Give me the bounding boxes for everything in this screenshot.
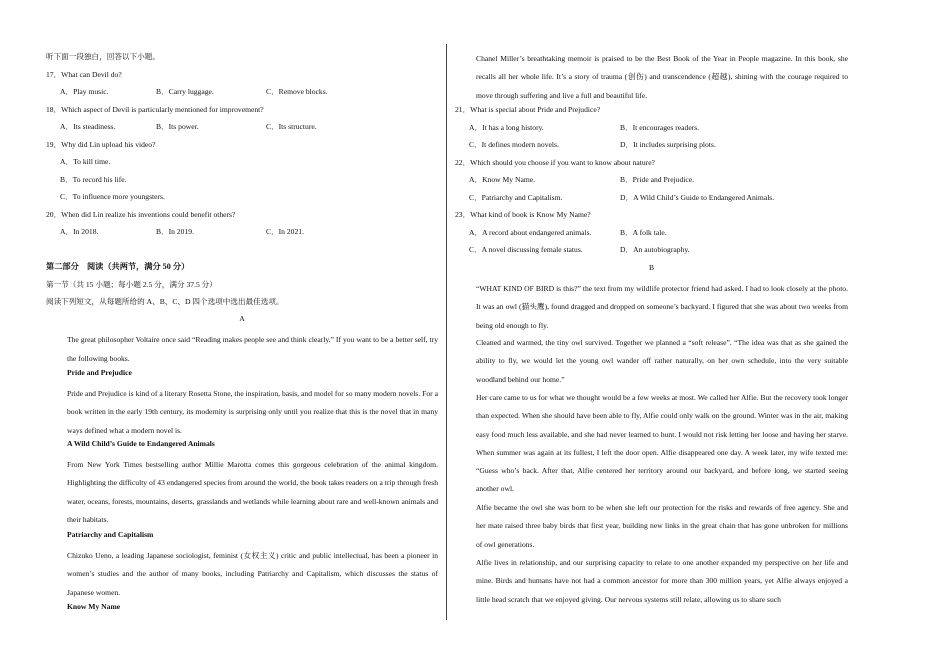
q23-option-b: B．A folk tale.: [620, 228, 667, 237]
question-20: 20．When did Lin realize his inventions could benefit others?: [46, 210, 236, 219]
q18-option-a: A．Its steadiness.: [60, 122, 116, 131]
passage-b-label: B: [648, 263, 655, 272]
q23-option-c: C．A novel discussing female status.: [469, 245, 583, 254]
q19-option-c: C．To influence more youngsters.: [60, 192, 165, 201]
question-22: 22．Which should you choose if you want to know about nature?: [455, 158, 655, 167]
book-heading-know-my-name: Know My Name: [67, 602, 121, 611]
q18-option-b: B．Its power.: [156, 122, 199, 131]
question-19: 19．Why did Lin upload his video?: [46, 140, 156, 149]
q20-option-c: C．In 2021.: [266, 227, 304, 236]
q19-option-b: B．To record his life.: [60, 175, 127, 184]
passage-b-para-5: Alfie lives in relationship, and our surprising capacity to relate to one another expanded my perspective on her life and mine. Birds and humans have not had a common ancestor for more than 300 million years, yet Alfie always enjoyed a little head scratch that we enjoyed giving. Our nervous systems still relate, allowing us to share such: [476, 558, 848, 604]
listening-intro: 听下面一段独白，回答以下小题。: [46, 52, 160, 61]
q20-option-a: A．In 2018.: [60, 227, 99, 236]
passage-b-para-3: Her care came to us for what we thought would be a few weeks at most. We called her Alfie. But the recovery took longer than expected. When she should have been able to fly, Alfie could only walk on the ground. Winter was in the air, making easy food much less available, and she had never learned to hunt. I would not risk letting her loose and having her starve. When summer was again at its fullest, I left the door open. Alfie disappeared one day. A week later, my wife texted me: “Guess who’s back. After that, Alfie centered her territory around our backyard, and before long, we started seeing another owl.: [476, 393, 848, 494]
passage-b-para-1: “WHAT KIND OF BIRD is this?” the text from my wildlife protector friend had asked. I had to look closely at the photo. It was an owl (猫头鹰), found dragged and dropped on someone’s backyard. I figured that she was about two weeks from being old enough to fly.: [476, 284, 848, 330]
passage-b-para-2: Cleaned and warmed, the tiny owl survived. Together we planned a “soft release”. “The idea was that as she gained the ability to fly, we would let the young owl wander off rather naturally, on her own schedule, into the very suitable woodland behind our home.”: [476, 338, 848, 384]
q21-option-a: A．It has a long history.: [469, 123, 544, 132]
book-desc-know-my-name: Chanel Miller’s breathtaking memoir is praised to be the Best Book of the Year in People magazine. In this book, she recalls all her whole life. It’s a story of trauma (创伤) and transcendence (超越), shining with the courage required to move through suffering and live a full and beautiful life.: [476, 54, 848, 100]
q21-option-b: B．It encourages readers.: [620, 123, 700, 132]
question-21: 21．What is special about Pride and Prejudice?: [455, 105, 601, 114]
part-two-title: 第二部分 阅读（共两节，满分 50 分）: [46, 262, 190, 271]
q17-option-c: C．Remove blocks.: [266, 87, 328, 96]
reading-instruction: 阅读下列短文，从每题所给的 A、B、C、D 四个选项中选出最佳选项。: [46, 297, 284, 306]
q17-option-b: B．Carry luggage.: [156, 87, 214, 96]
book-desc-wild-child: From New York Times bestselling author Millie Marotta comes this gorgeous celebration of the animal kingdom. Highlighting the difficulty of 43 endangered species from around the world, the book takes readers on a trip through fresh water, oceans, forests, mountains, deserts, grasslands and wetlands while learning about rare and well-known animals and their habitats.: [67, 460, 438, 524]
book-heading-patriarchy: Patriarchy and Capitalism: [67, 530, 154, 539]
book-heading-wild-child: A Wild Child’s Guide to Endangered Animals: [67, 439, 215, 448]
q18-option-c: C．Its structure.: [266, 122, 317, 131]
q21-option-c: C．It defines modern novels.: [469, 140, 559, 149]
book-heading-pride: Pride and Prejudice: [67, 368, 132, 377]
q21-option-d: D．It includes surprising plots.: [620, 140, 716, 149]
passage-a-intro: The great philosopher Voltaire once said “Reading makes people see and think clearly.” If you want to be a better self, try the following books.: [67, 335, 438, 363]
passage-a-label: A: [239, 314, 245, 323]
q23-option-a: A．A record about endangered animals.: [469, 228, 592, 237]
book-desc-pride: Pride and Prejudice is kind of a literary Rosetta Stone, the inspiration, basis, and model for so many modern novels. For a book written in the early 19th century, its modernity is surprising only until you realize that this is the novel that in many ways defined what a modern novel is.: [67, 389, 438, 435]
column-divider: [446, 44, 447, 620]
section-one-heading: 第一节（共 15 小题；每小题 2.5 分，满分 37.5 分）: [46, 280, 217, 289]
q22-option-c: C．Patriarchy and Capitalism.: [469, 193, 563, 202]
book-desc-patriarchy: Chizuko Ueno, a leading Japanese sociologist, feminist (女权主义) critic and public intellectual, has been a pioneer in women’s studies and the author of many books, including Patriarchy and Capitalism, which discusses the status of Japanese women.: [67, 551, 438, 597]
question-17: 17．What can Devil do?: [46, 70, 122, 79]
question-18: 18．Which aspect of Devil is particularly mentioned for improvement?: [46, 105, 264, 114]
q22-option-b: B．Pride and Prejudice.: [620, 175, 695, 184]
q22-option-d: D．A Wild Child’s Guide to Endangered Animals.: [620, 193, 775, 202]
passage-b-para-4: Alfie became the owl she was born to be when she left our protection for the risks and rewards of free agency. She and her mate raised three baby birds that first year, building new links in the great chain that has gone unbroken for millions of owl generations.: [476, 503, 848, 549]
q19-option-a: A．To kill time.: [60, 157, 111, 166]
question-23: 23．What kind of book is Know My Name?: [455, 210, 591, 219]
q20-option-b: B．In 2019.: [156, 227, 194, 236]
q23-option-d: D．An autobiography.: [620, 245, 690, 254]
q17-option-a: A．Play music.: [60, 87, 109, 96]
q22-option-a: A．Know My Name.: [469, 175, 536, 184]
